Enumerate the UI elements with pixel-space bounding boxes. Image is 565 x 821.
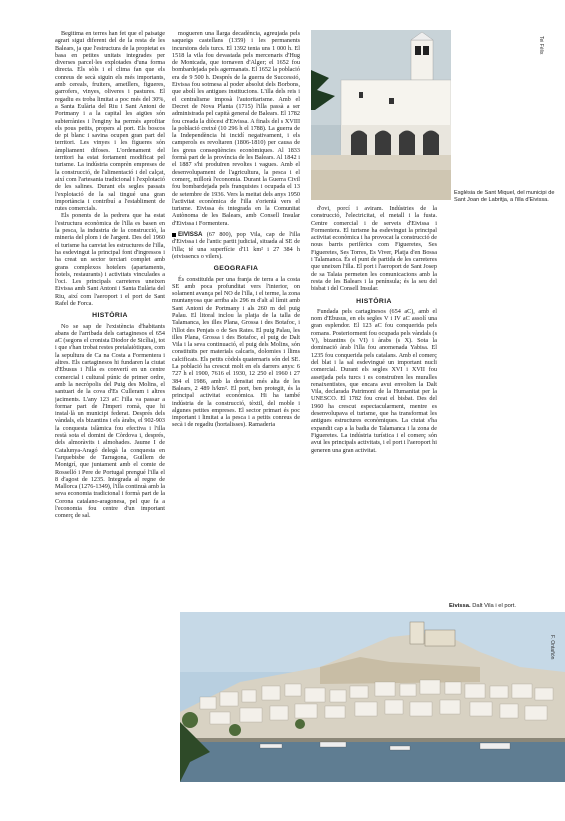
photo-credit-2: F. Ontañón	[549, 635, 555, 660]
paragraph: Begitima en terres han fet que el paisatge agrari sigui diferent del de la resta de les Balears, ja que l'estructura de la propietat es basa en petites unitats integrades per diverses parcel·les explotades d'una forma directa. Els sòls i el clima fan que els conreus de secà siguin els més importants, amb cereals, fruiters, ametllers, figueres, garrofers, vinyes, oliveres i pastures. El regadiu es troba limitat a poc més del 30%, a Santa Eulària del Riu i Sant Antoni de Portmany i a la capital les aigües són subterrànies i l'enginy ha permès aprofitar els pous petits, propers al port. Els boscos de pi blanc i savina ocupen gran part del territori. Les vinyes i les figueres són àmpliament difoses. L'ordenament del territori ha estat fortament modificat pel turisme. La indústria comprèn empreses de la construcció, de l'alimentació i del calçat, així com l'artesania tradicional i l'explotació de les salines. Durant els segles passats l'explotació de la sal tingué una gran importància i contribuí a l'establiment de rutes comercials.	[55, 30, 165, 213]
section-heading-geografia: GEOGRAFIA	[213, 265, 259, 273]
paragraph: Fundada pels cartaginesos (654 aC), amb el nom d'Ebusus, en els segles V i IV aC assolí una gran esplendor. El 123 aC fou conquerida pels romans. Posteriorment fou ocupada pels vàndals (s V), bizantins (s VI) i àrabs (s X). Sota la dominació àrab l'illa fou anomenada Yabisa. El 1235 fou conquerida pels catalans. Amb el comerç del blat i la sal esdevingué un important nucli comercial. Durant els segles XVI i XVII fou assetjada pels turcs i es construïren les muralles renaixentistes, que encara avui envolten la Dalt Vila, declarada Patrimoni de la Humanitat per la UNESCO. El 1782 fou creat el bisbat. Des del 1960 ha crescut espectacularment, mentre es desenvolupava el turisme, que ha transformat les antigues estructures econòmiques. La ciutat s'ha expandit cap a la badia de Talamanca i la zona de Figueretes. La indústria turística i el comerç són avui les principals activitats, i el port i l'aeroport hi generen una gran activitat.	[311, 307, 437, 454]
paragraph: mogueren una llarga decadència, agreujada pels saqueigs castellans (1359) i les permanents incursions dels turcs. El 1392 tenia uns 1 000 h. El 1518 la vila fou devastada pels mercenaris d'Hug de Montcada, que tornaven d'Alger; el 1652 fou bombardejada pels agermanats. El 1652 la població era de 9 500 h. Després de la guerra de Successió, Eivissa fou sotmesa al poder absolut dels Borbons, que abolí les antigues institucions. L'illa dels reis i el centralisme imposà l'autoritarisme. Amb el Decret de Nova Planta (1715) l'illa passà a ser administrada pel capità general de Balears. El 1782 fou creada la diòcesi d'Eivissa. A finals del s XVIII la població creixé (10 296 h el 1788). La guerra de la Independència hi incidí negativament, i els camperols es revoltaren (1806-1810) per causa de les greus conseqüències econòmiques. Al 1833 formà part de la província de les Balears. Al 1842 i el 1887 s'hi produïren revoltes i vagues. Amb el desenvolupament de l'agricultura, la pesca i el comerç, millorà l'economia. Durant la Guerra Civil fou bombardejada pels franquistes i ocupada el 13 de setembre de 1936. Vers la meitat dels anys 1950 l'activitat econòmica de l'illa s'orientà vers el turisme. Eivissa és integrada en la Comunitat Autònoma de les Balears, amb Consell Insular d'Eivissa i Formentera.	[172, 30, 300, 227]
section-heading-historia-2: HISTÒRIA	[356, 297, 392, 305]
column-2	[172, 30, 300, 610]
paragraph: És constituïda per una franja de terra a la costa SE amb poca profunditat vers l'interior, on solament avança pel NO de l'illa, i el terme, la zona muntanyosa que arriba als 296 m d'alt al límit amb Sant Antoni de Portmany i als 260 m del puig Palau. El litoral inclou la platja de la talla de Talamanca, les illes Plana, Grossa i des Botafoc, i l'illot des Penjats o de Ses Rates. El puig Palau, les illes Plana, Grossa i des Botafoc, el puig de Dalt Vila i la seva continuació, el puig dels Molins, són constituïts per materials calcaris, dolomies i llims calcificats. Els petits còdols quaternaris són del SE. La població ha crescut molt en els darrers anys: 6 727 h el 1900, 7616 el 1930, 12 250 el 1960 i 27 384 el 1986, amb la densitat més alta de les Balears, 2 489 h/km². El port, ben protegit, és la principal activitat econòmica. Hi ha també indústria de la construcció, tèxtil, del moble i algunes petites empreses. El sector primari és poc important i limitat a la pesca i a petits conreus de secà i de regadiu (hortalisses). Ramaderia	[172, 275, 300, 429]
entry-headword: EIVISSA	[178, 231, 203, 239]
photo-caption-church: Església de Sant Miquel, del municipi de Sant Joan de Labritja, a l'illa d'Eivissa.	[454, 190, 555, 203]
photo-caption-eivissa	[449, 603, 559, 609]
entry-text: (67 800), pop Vila, cap de l'illa d'Eivissa i de l'antic partit judicial, situada al SE de l'illa; té una superfície d'11 km² i 27 384 h (eivissencs o vilers).	[172, 231, 300, 260]
column-1	[55, 30, 165, 790]
entry-eivissa	[172, 231, 300, 260]
caption-text: Dalt Vila i el port.	[472, 603, 516, 609]
caption-bold: Eivissa.	[449, 603, 471, 609]
column-3	[311, 205, 437, 600]
entry-marker-icon	[172, 233, 176, 237]
section-heading-historia: HISTÒRIA	[92, 312, 128, 320]
paragraph: No se sap de l'existència d'habitants abans de l'arribada dels cartaginesos el 654 aC (segons el cronista Diodor de Sicília), tot i que s'han trobat restes pretalaiòtiques, com la sepultura de Ca na Costa a Formentera i altres. Els cartaginesos hi fundaren la ciutat d'Ebusus i l'illa es convertí en un centre comercial i cultural púnic de primer ordre, amb la necròpolis del Puig des Molins, el santuari de la cova d'Es Culleram i altres jaciments. L'any 123 aC l'illa va passar a formar part de l'Imperi romà, que hi instal·là un municipi federat. Després dels vàndals, els bizantins i els àrabs, el 902-903 la conquesta islàmica fou efectiva i l'illa restà sota el domini de Còrdova i, després, dels almoràvits i almohades. Jaume I de Catalunya-Aragó delegà la conquesta en l'arquebisbe de Tarragona, Guillem de Montgrí, que juntament amb el comte de Rosselló i Pere de Portugal prengué l'illa el 8 d'agost de 1235. Integrada al regne de Mallorca (1276-1349), l'illa continuà amb la seva economia tradicional i formà part de la Corona catalano-aragonesa, pel que fa a l'economia fou centre d'un important comerç de sal.	[55, 322, 165, 520]
photo-eivissa-port	[180, 612, 565, 782]
photo-credit: Tei Félix	[538, 36, 544, 55]
photo-church-sant-miquel	[311, 30, 451, 200]
paragraph: d'ovi, porcí i aviram. Indústries de la construcció, l'electricitat, el metall i la fusta. Centre comercial i de serveis d'Eivissa i Formentera. El turisme ha esdevingut la principal activitat econòmica i ha provocat la construcció de nous barris perifèrics com Figueretes, Ses Figueretes, Ses Torres, Es Viver, Platja d'en Bossa i Talamanca. És el punt de partida de les carreteres que uneixen l'illa. El port i l'aeroport de Sant Josep de sa Talaia permeten les comunicacions amb la resta de les Balears i la península; és la seu del bisbat i del Consell Insular.	[311, 205, 437, 293]
paragraph: Els ponents de la pedrera que ha estat l'estructura econòmica de l'illa es basen en la pesca, la industria de la construcció, la mineria del plom i de l'argent. Des del 1960 el turisme ha canviat les estructures de l'illa, ha esdevingut la principal font d'ingressos i ha creat un sector terciari complet amb grans complexos hotelers (apartaments, hotels, restaurants) i activitats vinculades a l'oci. Les principals carreteres uneixen Eivissa amb Sant Antoni i Santa Eulària del Riu, així com l'aeroport i el port de Sant Rafel de Forca.	[55, 212, 165, 307]
